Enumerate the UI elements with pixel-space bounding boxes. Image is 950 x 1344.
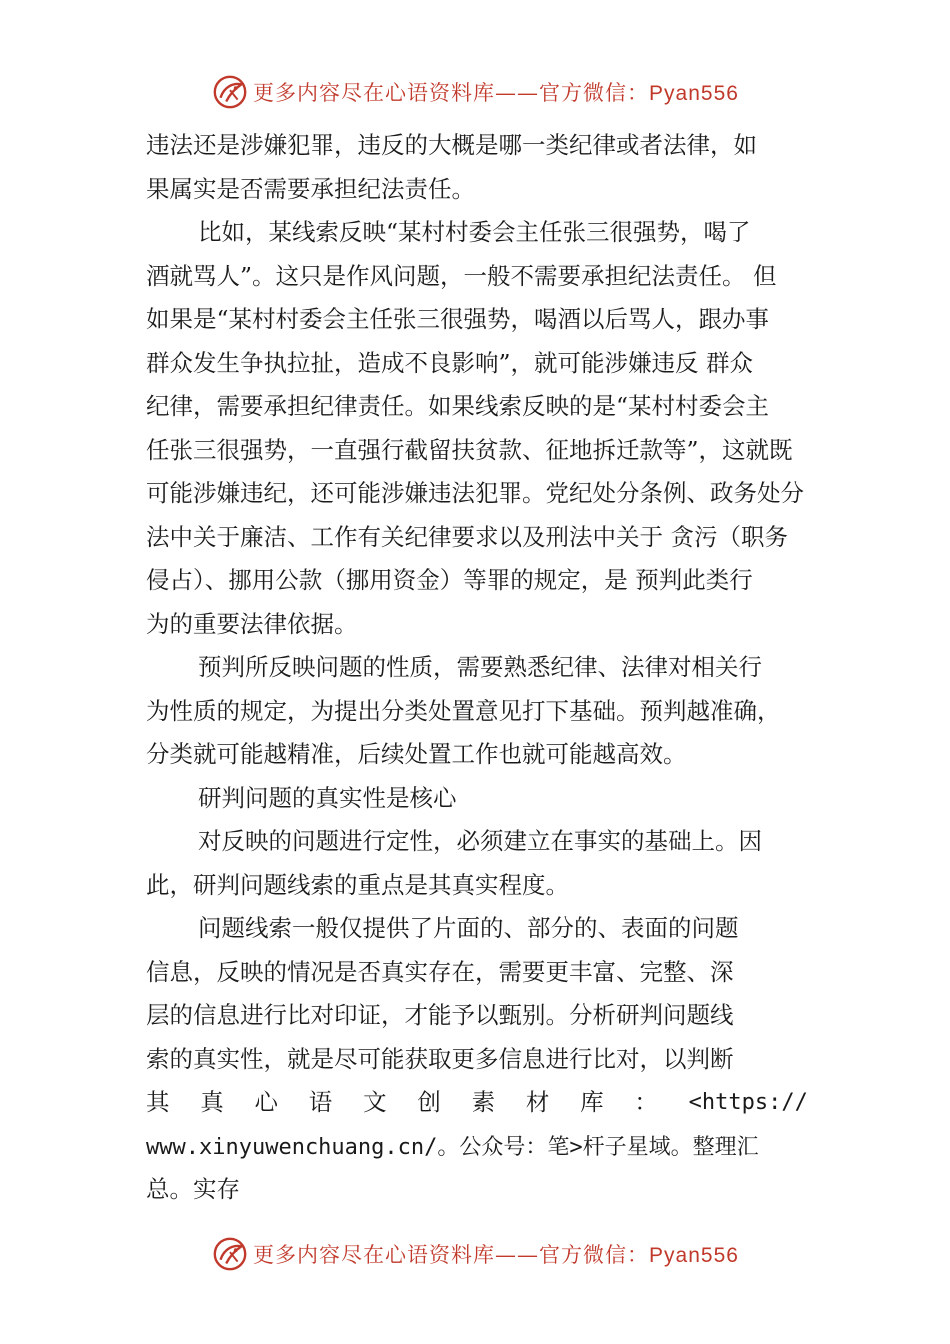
footer-banner xyxy=(0,1232,950,1276)
char: 素 xyxy=(471,1088,496,1116)
banner-wechat-id: Pyan556 xyxy=(649,82,739,105)
text-line: 可能涉嫌违纪，还可能涉嫌违法犯罪。党纪处分条例、政务处分 xyxy=(146,479,804,507)
text-line: 侵占）、挪用公款（挪用资金）等罪的规定，是 预判此类行 xyxy=(146,566,753,594)
char: 创 xyxy=(417,1088,441,1116)
text-line: 分类就可能越精准，后续处置工作也就可能越高效。 xyxy=(146,740,687,768)
text-line: 群众发生争执拉扯，造成不良影响”，就可能涉嫌违反 群众 xyxy=(146,348,753,377)
logo-seal-icon xyxy=(211,1235,249,1273)
paragraph-start: 比如，某线索反映“某村村委会主任张三很强势，喝了 xyxy=(198,218,751,246)
text-line: 违法还是涉嫌犯罪，违反的大概是哪一类纪律或者法律，如 xyxy=(146,131,757,159)
char: 心 xyxy=(254,1088,279,1116)
document-body xyxy=(146,124,836,1212)
section-heading: 研判问题的真实性是核心 xyxy=(198,783,457,812)
banner-label: 更多内容尽在心语资料库——官方微信： xyxy=(253,1243,650,1267)
text-line: 法中关于廉洁、工作有关纪律要求以及刑法中关于 贪污（职务 xyxy=(146,522,788,551)
banner-label: 更多内容尽在心语资料库——官方微信： xyxy=(253,81,650,105)
text-line: 任张三很强势，一直强行截留扶贫款、征地拆迁款等”，这就既 xyxy=(146,435,793,464)
text-line: 纪律，需要承担纪律责任。如果线索反映的是“某村村委会主 xyxy=(146,392,770,420)
url-text: www.xinyuwenchuang.cn/。公众号：笔>杆子星域。整理汇 xyxy=(146,1134,759,1160)
char: ： xyxy=(634,1088,658,1116)
text-line: 索的真实性，就是尽可能获取更多信息进行比对，以判断 xyxy=(146,1044,734,1073)
char: 其 xyxy=(146,1088,170,1116)
text-line: 总。实存 xyxy=(146,1175,240,1203)
text-line: 层的信息进行比对印证，才能予以甄别。分析研判问题线 xyxy=(146,1001,734,1029)
banner-text xyxy=(253,1239,739,1269)
paragraph-start: 问题线索一般仅提供了片面的、部分的、表面的问题 xyxy=(198,914,739,942)
paragraph-start: 对反映的问题进行定性，必须建立在事实的基础上。因 xyxy=(198,827,762,855)
text-line: 如果是“某村村委会主任张三很强势，喝酒以后骂人，跟办事 xyxy=(146,305,770,333)
text-line: 果属实是否需要承担纪法责任。 xyxy=(146,174,475,203)
logo-seal-icon xyxy=(211,73,249,111)
char: 库 xyxy=(580,1088,604,1116)
paragraph-start: 预判所反映问题的性质，需要熟悉纪律、法律对相关行 xyxy=(198,653,762,681)
url-fragment: <https:// xyxy=(688,1090,808,1115)
char: 语 xyxy=(308,1088,333,1116)
char: 文 xyxy=(363,1088,387,1116)
justified-line xyxy=(146,1081,808,1125)
text-line: 酒就骂人”。这只是作风问题，一般不需要承担纪法责任。 但 xyxy=(146,261,777,290)
banner-wechat-id: Pyan556 xyxy=(649,1244,739,1267)
char: 真 xyxy=(200,1088,224,1116)
text-line: 此，研判问题线索的重点是其真实程度。 xyxy=(146,870,569,899)
banner-text xyxy=(253,77,739,107)
char: 材 xyxy=(525,1088,550,1116)
text-line: 信息，反映的情况是否真实存在，需要更丰富、完整、深 xyxy=(146,957,734,986)
header-banner xyxy=(0,70,950,114)
text-line-url xyxy=(146,1125,836,1169)
text-line: 为性质的规定，为提出分类处置意见打下基础。预判越准确， xyxy=(146,696,781,725)
text-line: 为的重要法律依据。 xyxy=(146,609,358,638)
